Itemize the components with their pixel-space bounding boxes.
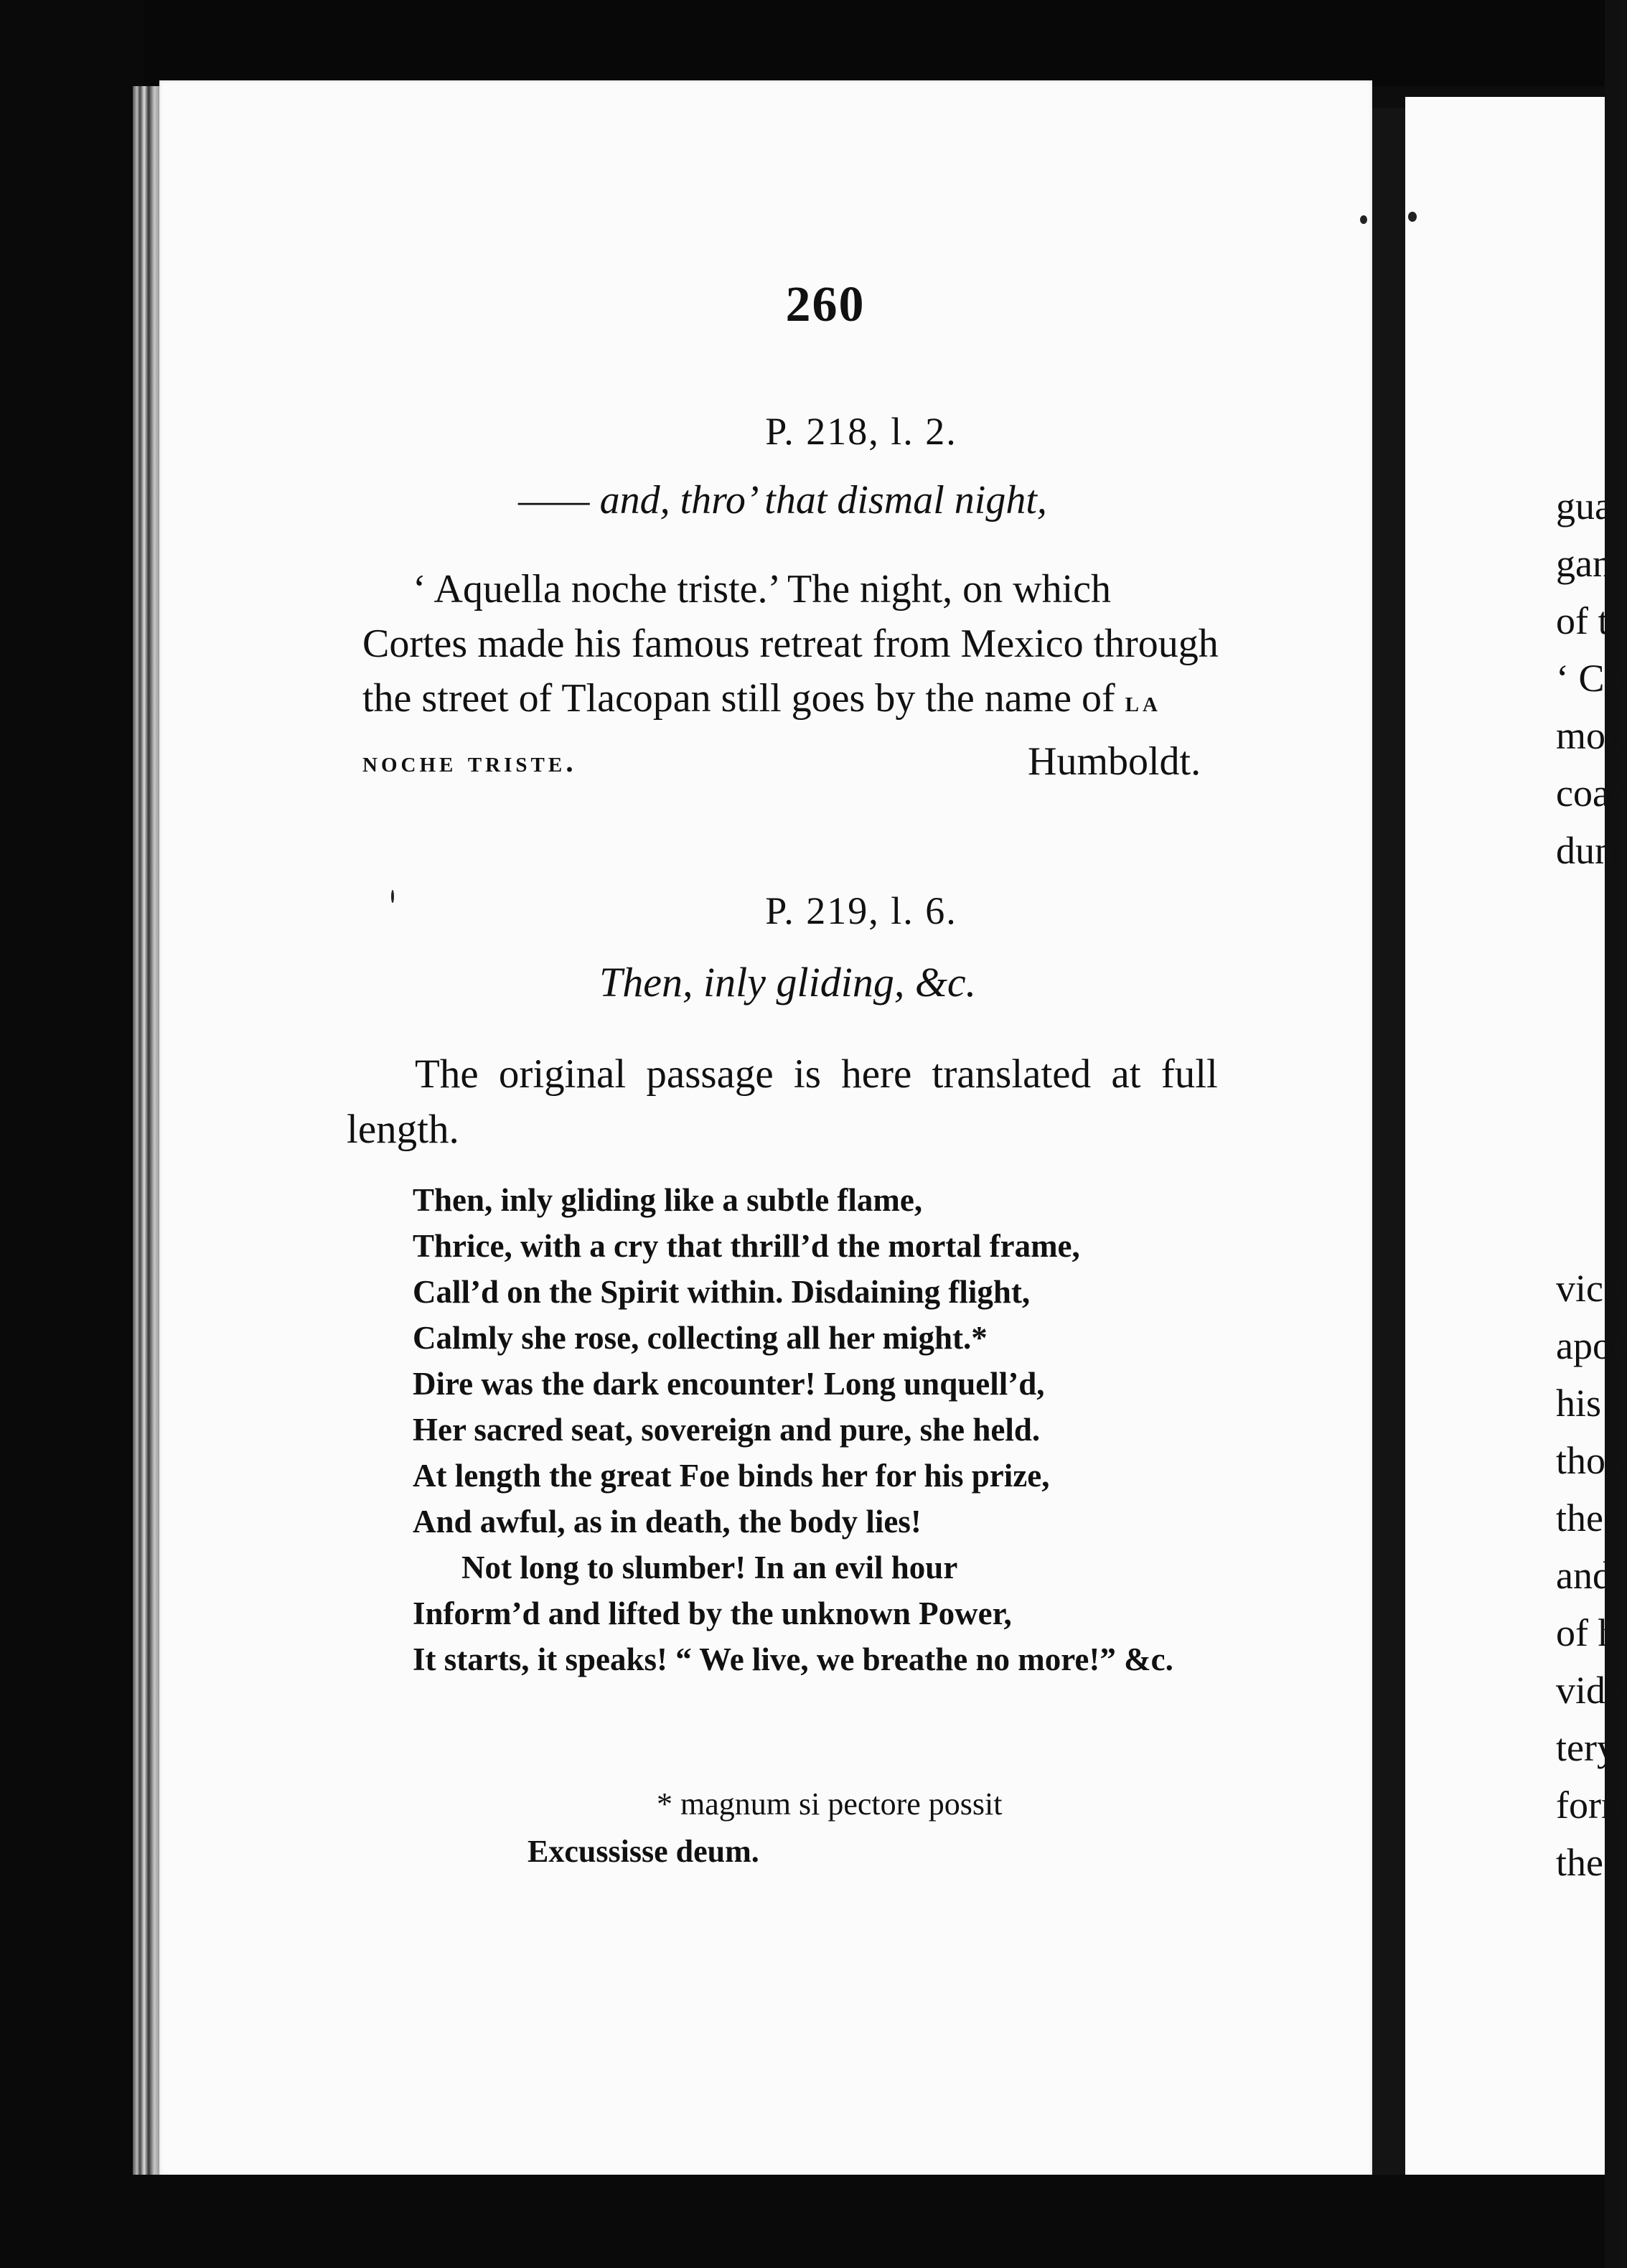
facing-fragment: vide xyxy=(1556,1669,1623,1712)
facing-fragment: of t xyxy=(1556,599,1609,642)
facing-fragment: forn xyxy=(1556,1784,1621,1827)
facing-fragment: and xyxy=(1556,1554,1612,1597)
verse-line: Thrice, with a cry that thrill’d the mortal frame, xyxy=(413,1228,1080,1264)
note1-reference: P. 218, l. 2. xyxy=(765,410,957,453)
note2-reference: P. 219, l. 6. xyxy=(765,889,957,932)
verse-line: Dire was the dark encounter! Long unquell’d, xyxy=(413,1366,1045,1402)
note1-line-3 xyxy=(362,670,1161,730)
note1-line-1: ‘ Aquella noche triste.’ The night, on which xyxy=(413,567,1112,611)
note1-smallcaps-end: la xyxy=(1125,685,1161,718)
scan-speck xyxy=(391,890,394,903)
facing-fragment: ‘ Co xyxy=(1556,657,1624,700)
verse-line: Her sacred seat, sovereign and pure, she held. xyxy=(413,1412,1041,1448)
facing-fragment: of h xyxy=(1556,1611,1618,1654)
note2-intro-line-1: The original passage is here translated at full xyxy=(415,1051,1218,1097)
note1-line-3-text: the street of Tlacopan still goes by the name of xyxy=(362,676,1115,721)
facing-fragment: apos xyxy=(1556,1324,1627,1367)
scan-speck xyxy=(1408,212,1417,222)
note1-smallcaps-start: noche triste. xyxy=(362,746,577,779)
verse-line: Inform’d and lifted by the unknown Power, xyxy=(413,1595,1012,1631)
scan-speck xyxy=(1360,215,1367,224)
facing-fragment: dun xyxy=(1556,829,1614,872)
note1-line-2: Cortes made his famous retreat from Mexico through xyxy=(362,622,1219,666)
scan-border-top xyxy=(0,0,1619,86)
verse-line: Then, inly gliding like a subtle flame, xyxy=(413,1182,923,1218)
facing-page-upper-text xyxy=(1556,477,1624,879)
facing-fragment: the xyxy=(1556,1841,1603,1884)
page-number: 260 xyxy=(785,277,866,332)
facing-fragment: his xyxy=(1556,1382,1602,1425)
facing-fragment: coar xyxy=(1556,772,1623,815)
note2-intro-line-2: length. xyxy=(347,1107,459,1152)
facing-fragment: moc xyxy=(1556,714,1623,757)
verse-line: Call’d on the Spirit within. Disdaining flight, xyxy=(413,1274,1031,1310)
left-page xyxy=(159,80,1372,2178)
facing-fragment: the xyxy=(1556,1496,1603,1540)
verse-line: Calmly she rose, collecting all her might.* xyxy=(413,1320,988,1356)
scan-border-bottom xyxy=(0,2175,1619,2268)
facing-fragment: thos xyxy=(1556,1439,1621,1482)
note1-lemma: —— and, thro’ that dismal night, xyxy=(518,478,1047,523)
scan-border-left xyxy=(0,0,144,2268)
note2-lemma: Then, inly gliding, &c. xyxy=(599,959,977,1006)
footnote-line-2: Excussisse deum. xyxy=(528,1834,759,1869)
facing-fragment: vice xyxy=(1556,1267,1621,1310)
verse-translation xyxy=(413,1177,1274,1682)
page-edges xyxy=(133,86,161,2175)
verse-line: And awful, as in death, the body lies! xyxy=(413,1504,922,1540)
verse-line: It starts, it speaks! “ We live, we breathe no more!” &c. xyxy=(413,1641,1173,1677)
book-gutter xyxy=(1372,108,1405,2175)
verse-line: At length the great Foe binds her for his prize, xyxy=(413,1458,1050,1494)
note1-line-4 xyxy=(362,731,577,790)
facing-fragment: tery xyxy=(1556,1726,1616,1769)
note1-attribution: Humboldt. xyxy=(1028,739,1201,784)
verse-line: Not long to slumber! In an evil hour xyxy=(461,1550,958,1585)
scan-border-right xyxy=(1605,0,1619,2268)
facing-fragment: gua xyxy=(1556,484,1612,528)
facing-fragment: gan xyxy=(1556,542,1612,585)
footnote-line-1: * magnum si pectore possit xyxy=(657,1786,1003,1822)
facing-page-lower-text xyxy=(1556,1260,1627,1891)
